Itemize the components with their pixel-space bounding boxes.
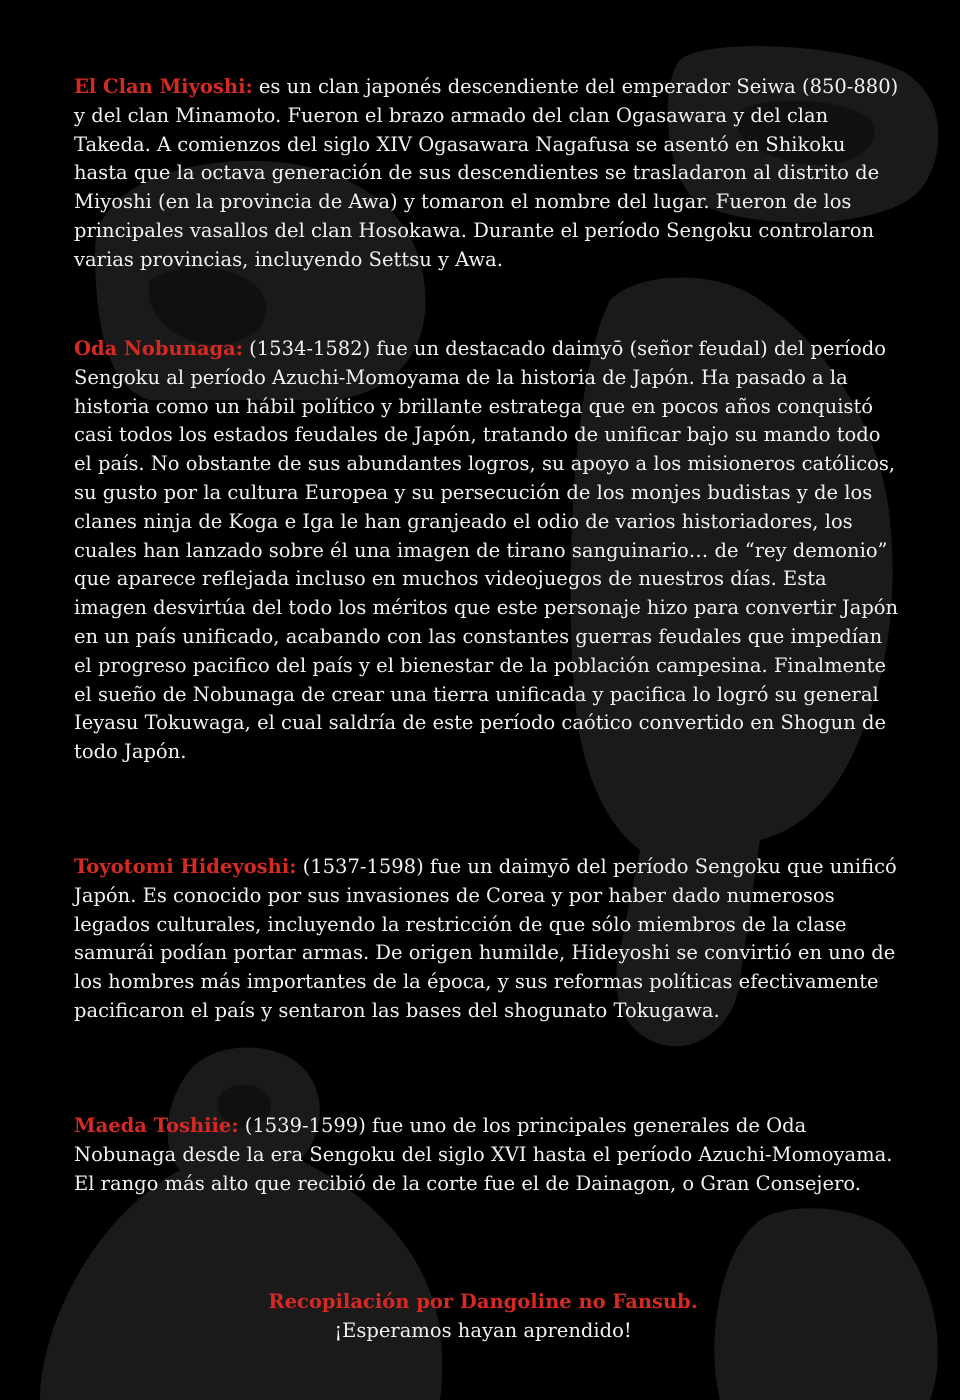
entry-text: es un clan japonés descendiente del emperador Seiwa (850-880) y del clan Minamoto. Fueron el brazo armado del clan Ogasawara y del clan Takeda. A comienzos del siglo XIV Ogasawara Nagafusa se asentó en Shikoku hasta que la octava generación de sus descendientes se trasladaron al distrito de Miyoshi (en la provincia de Awa) y tomaron el nombre del lugar. Fueron de los principales vasallos del clan Hosokawa. Durante el período Sengoku controlaron varias provincias, incluyendo Settsu y Awa.: [74, 75, 899, 271]
entry-term: El Clan Miyoshi:: [74, 75, 253, 98]
entry-hideyoshi: [74, 853, 904, 1026]
entry-miyoshi: [74, 73, 904, 275]
entry-term: Maeda Toshiie:: [74, 1114, 239, 1137]
thanks-line: ¡Esperamos hayan aprendido!: [334, 1318, 632, 1342]
entry-nobunaga: [74, 335, 904, 767]
entry-text: (1534-1582) fue un destacado daimyō (señor feudal) del período Sengoku al período Azuchi-Momoyama de la historia de Japón. Ha pasado a la historia como un hábil político y brillante estratega que en pocos años conquistó casi todos los estados feudales de Japón, tratando de unificar bajo su mando todo el país. No obstante de sus abundantes logros, su apoyo a los misioneros católicos, su gusto por la cultura Europea y su persecución de los monjes budistas y de los clanes ninja de Koga e Iga le han granjeado el odio de varios historiadores, los cuales han lanzado sobre él una imagen de tirano sanguinario… de “rey demonio” que aparece reflejada incluso en muchos videojuegos de nuestros días. Esta imagen desvirtúa del todo los méritos que este personaje hizo para convertir Japón en un país unificado, acabando con las constantes guerras feudales que impedían el progreso pacifico del país y el bienestar de la población campesina. Finalmente el sueño de Nobunaga de crear una tierra unificada y pacifica lo logró su general Ieyasu Tokuwaga, el cual saldría de este período caótico convertido en Shogun de todo Japón.: [74, 337, 899, 764]
entry-term: Oda Nobunaga:: [74, 337, 243, 360]
entry-text: (1539-1599) fue uno de los principales generales de Oda Nobunaga desde la era Sengoku del siglo XVI hasta el período Azuchi-Momoyama. El rango más alto que recibió de la corte fue el de Dainagon, o Gran Consejero.: [74, 1114, 893, 1195]
entry-term: Toyotomi Hideyoshi:: [74, 855, 297, 878]
entry-text: (1537-1598) fue un daimyō del período Sengoku que unificó Japón. Es conocido por sus invasiones de Corea y por haber dado numerosos legados culturales, incluyendo la restricción de que sólo miembros de la clase samurái podían portar armas. De origen humilde, Hideyoshi se convirtió en uno de los hombres más importantes de la época, y sus reformas políticas efectivamente pacificaron el país y sentaron las bases del shogunato Tokugawa.: [74, 855, 897, 1022]
footer: [0, 1288, 960, 1346]
entry-toshiie: [74, 1112, 904, 1198]
credit-line: Recopilación por Dangoline no Fansub.: [268, 1290, 698, 1313]
